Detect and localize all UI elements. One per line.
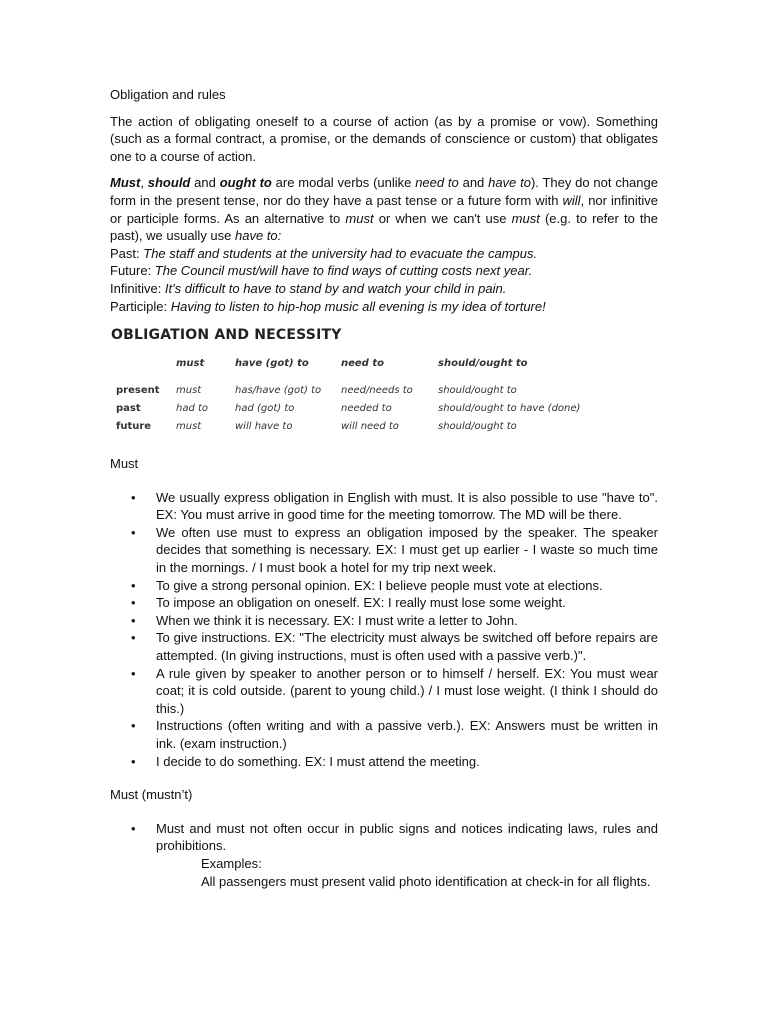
table-cell: should/ought to (438, 420, 517, 432)
table-cell: will need to (341, 420, 399, 432)
example-future (110, 262, 658, 280)
row-header: past (116, 402, 141, 414)
example-sentence: All passengers must present valid photo identification at check-in for all flights. (201, 873, 651, 889)
text-span: , (140, 175, 148, 191)
page-title: Obligation and rules (110, 87, 226, 102)
table-corner (110, 355, 176, 383)
section-heading-must: Must (110, 456, 139, 472)
example-label: Future: (110, 263, 155, 279)
table-row (110, 418, 608, 436)
example-label: Past: (110, 245, 144, 261)
column-header: must (176, 357, 205, 369)
modal-verbs-paragraph (110, 174, 658, 244)
table-header-row (110, 355, 608, 383)
definition-paragraph: The action of obligating oneself to a course of action (as by a promise or vow). Something (such as a formal contract, a promise, or the demands of conscience or custom) that obligates one to a course of action. (110, 113, 658, 164)
table-row (110, 400, 608, 418)
table-cell: need/needs to (341, 385, 413, 397)
obligation-table (110, 355, 608, 435)
list-item: • Instructions (often writing and with a passive verb.). EX: Answers must be written in ink. (exam instruction.) (110, 717, 658, 752)
table-cell: had to (176, 402, 209, 414)
text-span: are modal verbs (unlike (271, 175, 416, 191)
section-heading-mustnt: Must (mustn’t) (110, 787, 193, 803)
list-item: • To impose an obligation on oneself. EX: I really must lose some weight. (110, 594, 658, 612)
term-should: should (147, 175, 191, 191)
term-must: must (345, 210, 374, 226)
text-span: and (190, 175, 220, 191)
column-header: should/ought to (438, 357, 528, 369)
term-need-to: need to (415, 175, 459, 191)
list-item: • We often use must to express an obligation imposed by the speaker. The speaker decides that something is necessary. EX: I must get up earlier - I waste so much time in the mornings. / I must book a hotel for my trip next week. (110, 524, 658, 577)
text-span: or when we can't use (373, 210, 512, 226)
document-body (110, 86, 658, 906)
example-label: Infinitive: (110, 280, 165, 296)
example-text: The staff and students at the university had to evacuate the campus. (143, 245, 538, 261)
column-header: have (got) to (235, 357, 309, 369)
term-must: must (511, 210, 540, 226)
table-cell: will have to (235, 420, 293, 432)
example-infinitive (110, 280, 658, 298)
table-cell: should/ought to have (done) (438, 402, 581, 414)
term-must: Must (110, 175, 141, 191)
list-item: • A rule given by speaker to another person or to himself / herself. EX: You must wear coat; it is cold outside. (parent to young child.) / I must lose weight. (I think I should do this.) (110, 665, 658, 718)
term-have-to: have to: (235, 228, 282, 244)
example-text: The Council must/will have to find ways of cutting costs next year. (154, 263, 533, 279)
example-text: Having to listen to hip-hop music all evening is my idea of torture! (170, 298, 546, 314)
list-item: • Must and must not often occur in public signs and notices indicating laws, rules and prohibitions. (110, 820, 658, 855)
mustnt-section (110, 786, 658, 890)
row-header: present (116, 385, 160, 397)
table-cell: must (176, 385, 202, 397)
table-cell: had (got) to (235, 402, 295, 414)
must-section (110, 455, 658, 770)
mustnt-bullet-list (110, 820, 658, 855)
list-item: • I decide to do something. EX: I must attend the meeting. (110, 753, 658, 771)
table-cell: has/have (got) to (235, 385, 322, 397)
table-title: OBLIGATION AND NECESSITY (111, 327, 342, 344)
table-cell: must (176, 420, 202, 432)
example-text: It's difficult to have to stand by and watch your child in pain. (164, 280, 507, 296)
text-span: ). They do not change form in the present tense, nor do they have a past tense or a future form with (110, 175, 658, 208)
term-will: will (562, 192, 581, 208)
obligation-table-figure (110, 327, 658, 435)
term-ought-to: ought to (219, 175, 272, 191)
text-span: , nor infinitive or participle forms. As an alternative to (110, 192, 659, 226)
example-label: Participle: (110, 298, 171, 314)
text-span: and (458, 175, 489, 191)
example-past (110, 245, 658, 263)
list-item: • We usually express obligation in English with must. It is also possible to use "have to". EX: You must arrive in good time for the meeting tomorrow. The MD will be there. (110, 489, 658, 524)
list-item: • When we think it is necessary. EX: I must write a letter to John. (110, 612, 658, 630)
table-cell: needed to (341, 402, 392, 414)
row-header: future (116, 420, 152, 432)
text-span: (e.g. to refer to the past), we usually use (110, 210, 659, 244)
example-participle (110, 298, 658, 316)
term-have-to: have to (488, 175, 531, 191)
tense-examples (110, 245, 658, 315)
column-header: need to (341, 357, 384, 369)
must-bullet-list (110, 489, 658, 771)
table-row (110, 382, 608, 400)
list-item: • To give a strong personal opinion. EX: I believe people must vote at elections. (110, 577, 658, 595)
table-cell: should/ought to (438, 385, 517, 397)
list-item: • To give instructions. EX: "The electricity must always be switched off before repairs are attempted. (In giving instructions, must is often used with a passive verb.)". (110, 629, 658, 664)
examples-label: Examples: (201, 855, 262, 871)
